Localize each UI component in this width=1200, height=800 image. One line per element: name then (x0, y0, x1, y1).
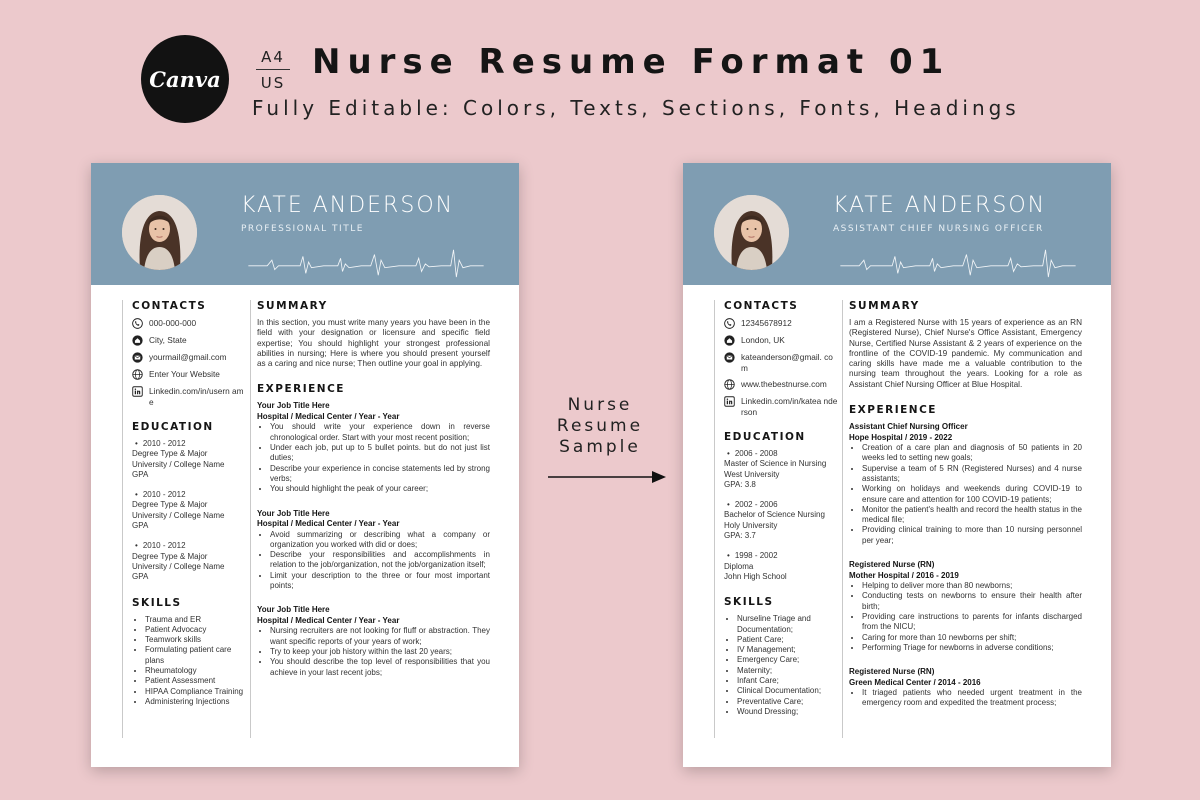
education-item (724, 449, 839, 490)
contact-text: 12345678912 (741, 318, 792, 328)
column-divider (250, 300, 251, 738)
duty-item: • Conducting tests on newborns to ensure their health after birth; (862, 591, 1082, 612)
heartbeat-line-icon (241, 247, 491, 279)
education-line: Degree Type & Major (132, 500, 208, 510)
contact-item (724, 396, 839, 417)
skill-item: • Maternity; (737, 666, 839, 676)
paper-size-label (256, 48, 290, 92)
job-title: Assistant Chief Nursing Officer (849, 422, 968, 432)
duty-item: • Limit your description to the three or four most important points; (270, 571, 490, 592)
phone-icon (724, 318, 735, 329)
contact-text: kateanderson@gmail. com (741, 352, 833, 373)
resume-title: ASSISTANT CHIEF NURSING OFFICER (833, 224, 1044, 234)
right-column (849, 300, 1082, 723)
job-place: Hospital / Medical Center / Year - Year (257, 615, 400, 625)
education-years: • 2006 - 2008 (724, 449, 839, 459)
skills-list (724, 614, 839, 717)
education-item (132, 541, 247, 582)
page-title: Nurse Resume Format 01 (312, 42, 951, 82)
duty-item: • Describe your responsibilities and accomplishments in relation to the job/organization, not the job/organization itself; (270, 550, 490, 571)
duty-item: • Under each job, put up to 5 bullet points. but do not just list duties; (270, 443, 490, 464)
job-place: Hospital / Medical Center / Year - Year (257, 411, 400, 421)
job-place: Hope Hospital / 2019 - 2022 (849, 432, 953, 442)
contacts-heading: CONTACTS (724, 300, 799, 312)
contact-item (132, 386, 247, 407)
skill-item: • HIPAA Compliance Training (145, 687, 247, 697)
experience-heading: EXPERIENCE (849, 404, 937, 417)
education-line: Degree Type & Major (132, 551, 208, 561)
profile-photo (122, 195, 197, 270)
skills-list (132, 615, 247, 708)
duty-list (257, 530, 490, 592)
size-a4: A4 (261, 48, 285, 66)
skill-item: • Patient Assessment (145, 676, 247, 686)
job-place: Hospital / Medical Center / Year - Year (257, 519, 400, 529)
resume-name: KATE ANDERSON (833, 193, 1047, 218)
education-item (132, 439, 247, 480)
resume-title: PROFESSIONAL TITLE (241, 224, 364, 234)
duty-item: • It triaged patients who needed urgent treatment in the emergency room and expedited the treatment process; (862, 688, 1082, 709)
job-entry (849, 560, 1082, 653)
education-line: GPA (132, 469, 149, 479)
email-icon (132, 352, 143, 363)
skill-item: • Emergency Care; (737, 655, 839, 665)
job-place: Mother Hospital / 2016 - 2019 (849, 570, 959, 580)
education-item (132, 490, 247, 531)
education-years: • 2010 - 2012 (132, 541, 247, 551)
contact-item (132, 335, 247, 346)
contact-item (132, 352, 247, 363)
education-years: • 2010 - 2012 (132, 490, 247, 500)
job-entry (257, 509, 490, 592)
heartbeat-line-icon (833, 247, 1083, 279)
duty-item: • Describe your experience in concise statements led by strong verbs; (270, 464, 490, 485)
skill-item: • Formulating patient care plans (145, 645, 247, 666)
skills-heading: SKILLS (724, 596, 774, 609)
contact-text: Linkedin.com/in/katea nderson (741, 396, 838, 417)
duty-item: • Monitor the patient's health and record the health status in the medical file; (862, 505, 1082, 526)
resume-template (91, 163, 519, 767)
education-item (724, 551, 839, 582)
globe-icon (724, 379, 735, 390)
skill-item: • Clinical Documentation; (737, 686, 839, 696)
education-line: University / College Name (132, 459, 225, 469)
education-line: GPA: 3.8 (724, 479, 756, 489)
resume-name: KATE ANDERSON (241, 193, 455, 218)
education-line: Master of Science in Nursing (724, 459, 827, 469)
skill-item: • Nurseline Triage and Documentation; (737, 614, 839, 635)
duty-item: • Nursing recruiters are not looking for fluff or abstraction. They want specific reports of your years of work; (270, 626, 490, 647)
education-line: John High School (724, 571, 787, 581)
job-entry (257, 401, 490, 494)
education-heading: EDUCATION (724, 431, 806, 443)
education-line: West University (724, 469, 780, 479)
education-item (724, 500, 839, 541)
duty-item: • Caring for more than 10 newborns per shift; (862, 633, 1082, 643)
summary-heading: SUMMARY (849, 300, 920, 312)
page-subtitle: Fully Editable: Colors, Texts, Sections, Fonts, Headings (252, 96, 1020, 120)
job-title: Your Job Title Here (257, 605, 330, 615)
education-line: GPA (132, 572, 149, 582)
job-title: Registered Nurse (RN) (849, 560, 935, 570)
contact-text: London, UK (741, 335, 785, 345)
education-line: GPA (132, 521, 149, 531)
job-entry (849, 667, 1082, 709)
skill-item: • Rheumatology (145, 666, 247, 676)
linkedin-icon (724, 396, 735, 407)
job-entry (257, 605, 490, 677)
sample-label (540, 395, 660, 458)
skills-heading: SKILLS (132, 596, 182, 609)
summary-heading: SUMMARY (257, 300, 328, 312)
duty-item: • Performing Triage for newborns in adverse conditions; (862, 643, 1082, 653)
avatar (714, 195, 789, 270)
education-line: University / College Name (132, 561, 225, 571)
skill-item: • IV Management; (737, 645, 839, 655)
sample-label-line: Nurse (567, 395, 633, 415)
contact-text: Linkedin.com/in/usern ame (149, 386, 244, 407)
education-years: • 2010 - 2012 (132, 439, 247, 449)
education-years: • 1998 - 2002 (724, 551, 839, 561)
education-line: GPA: 3.7 (724, 531, 756, 541)
job-title: Your Job Title Here (257, 401, 330, 411)
contact-text: www.thebestnurse.com (741, 379, 827, 389)
phone-icon (132, 318, 143, 329)
skill-item: • Infant Care; (737, 676, 839, 686)
left-divider (122, 300, 123, 738)
education-heading: EDUCATION (132, 421, 214, 433)
contact-text: City, State (149, 335, 187, 345)
job-title: Registered Nurse (RN) (849, 667, 935, 677)
duty-item: • Providing clinical training to more than 10 nursing personnel per year; (862, 525, 1082, 546)
duty-item: • You should write your experience down in reverse chronological order. Start with your most recent position; (270, 422, 490, 443)
left-divider (714, 300, 715, 738)
column-divider (842, 300, 843, 738)
education-line: Holy University (724, 520, 778, 530)
duty-item: • Creation of a care plan and diagnosis of 50 patients in 20 weeks led to setting new goals; (862, 443, 1082, 464)
globe-icon (132, 369, 143, 380)
contact-item (724, 379, 839, 390)
summary-text: I am a Registered Nurse with 15 years of experience as an RN (Registered Nurse), Chief Nurse's Office Assistant, Emergency Nurse, Certified Nurse Assistant & 2 years of experience on the frontline of the COVID-19 pandemic. My communication and caring skills have made me a valuable contribution to the nursing team throughout the years. Looking for a role as Assistant Chief Nursing Officer at Blue Hospital. (849, 318, 1082, 389)
experience-heading: EXPERIENCE (257, 383, 345, 396)
canva-logo: Canva (141, 35, 229, 123)
sample-label-line: Resume (556, 416, 644, 436)
skill-item: • Teamwork skills (145, 635, 247, 645)
contact-item (724, 335, 839, 346)
education-line: University / College Name (132, 510, 225, 520)
duty-item: • You should highlight the peak of your career; (270, 484, 490, 494)
home-icon (724, 335, 735, 346)
job-place: Green Medical Center / 2014 - 2016 (849, 677, 981, 687)
contact-item (132, 318, 247, 329)
duty-list (849, 688, 1082, 709)
contact-item (724, 352, 839, 373)
home-icon (132, 335, 143, 346)
summary-text: In this section, you must write many years you have been in the field with your designation or licensure and specific field expertise; You should highlight your strongest professional abilities in nursing; Here is where you should present yourself as a caring and nice nurse; Then outline your goal in applying. (257, 318, 490, 369)
contact-item (724, 318, 839, 329)
skill-item: • Patient Care; (737, 635, 839, 645)
contact-item (132, 369, 247, 380)
header-banner (683, 163, 1111, 285)
duty-item: • You should describe the top level of responsibilities that you achieve in your last recent jobs; (270, 657, 490, 678)
education-line: Degree Type & Major (132, 449, 208, 459)
skill-item: • Trauma and ER (145, 615, 247, 625)
duty-item: • Try to keep your job history within the last 20 years; (270, 647, 490, 657)
size-us: US (260, 74, 286, 92)
sample-label-line: Sample (559, 437, 641, 457)
education-line: Bachelor of Science Nursing (724, 510, 825, 520)
right-arrow-icon (548, 470, 666, 484)
duty-item: • Working on holidays and weekends during COVID-19 to ensure care and attention for 100 COVID-19 patients; (862, 484, 1082, 505)
skill-item: • Patient Advocacy (145, 625, 247, 635)
skill-item: • Preventative Care; (737, 697, 839, 707)
left-column (132, 300, 247, 707)
duty-item: • Avoid summarizing or describing what a company or organization you worked with did or does; (270, 530, 490, 551)
duty-list (257, 422, 490, 494)
email-icon (724, 352, 735, 363)
duty-list (849, 443, 1082, 546)
avatar (122, 195, 197, 270)
duty-item: • Supervise a team of 5 RN (Registered Nurses) and 4 nurse assistants; (862, 464, 1082, 485)
size-divider (256, 69, 290, 70)
job-entry (849, 422, 1082, 546)
linkedin-icon (132, 386, 143, 397)
contact-text: yourmail@gmail.com (149, 352, 227, 362)
duty-list (849, 581, 1082, 653)
profile-photo (714, 195, 789, 270)
skill-item: • Administering Injections (145, 697, 247, 707)
resume-sample (683, 163, 1111, 767)
left-column (724, 300, 839, 717)
job-title: Your Job Title Here (257, 508, 330, 518)
contact-text: 000-000-000 (149, 318, 197, 328)
header-banner (91, 163, 519, 285)
duty-item: • Helping to deliver more than 80 newborns; (862, 581, 1082, 591)
right-column (257, 300, 490, 692)
contacts-heading: CONTACTS (132, 300, 207, 312)
duty-list (257, 626, 490, 677)
duty-item: • Providing care instructions to parents for infants discharged from the NICU; (862, 612, 1082, 633)
contact-text: Enter Your Website (149, 369, 220, 379)
education-line: Diploma (724, 561, 754, 571)
skill-item: • Wound Dressing; (737, 707, 839, 717)
education-years: • 2002 - 2006 (724, 500, 839, 510)
